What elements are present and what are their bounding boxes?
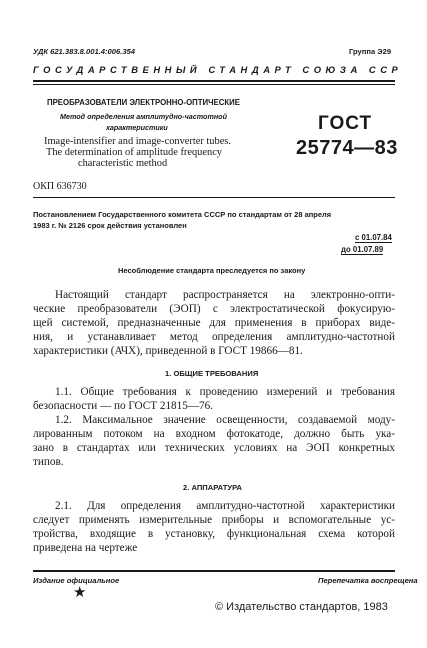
intro-paragraph xyxy=(33,288,395,358)
udk-code: УДК 621.383.8.001.4:006.354 xyxy=(33,47,135,56)
publisher-copyright: © Издательство стандартов, 1983 xyxy=(215,601,388,613)
section-1-heading: 1. ОБЩИЕ ТРЕБОВАНИЯ xyxy=(165,369,259,378)
footer-rule xyxy=(33,570,395,572)
classification-group: Группа Э29 xyxy=(349,47,392,56)
decree-line2: 1983 г. № 2126 срок действия установлен xyxy=(33,221,187,230)
validity-from: с 01.07.84 xyxy=(355,233,392,242)
official-edition: Издание официальное xyxy=(33,576,120,585)
reprint-prohibited: Перепечатка воспрещена xyxy=(318,576,418,585)
section-1-clause-1 xyxy=(33,385,395,413)
okp-rule xyxy=(33,197,395,198)
english-title-line1: Image-intensifier and image-converter tubes. xyxy=(44,136,231,147)
gost-label: ГОСТ xyxy=(318,113,373,134)
section-1-clause-2 xyxy=(33,413,395,469)
clause-line: лированным потоком на входном фотокатоде, должно быть ука- xyxy=(33,428,395,440)
title-subtitle-line1: Метод определения амплитудно-частотной xyxy=(60,112,227,121)
clause-line: 2.1. Для определения амплитудно-частотной характеристики xyxy=(55,500,395,512)
intro-line: Настоящий стандарт распространяется на электронно-опти- xyxy=(55,289,395,301)
clause-line: следует применять измерительные приборы и вспомогательные ус- xyxy=(33,514,395,526)
gost-number: 25774—83 xyxy=(296,137,398,159)
clause-line: зано в стандартах или технических условиях на ЭОП конкретных xyxy=(33,442,395,454)
banner-rule-thick xyxy=(33,80,395,82)
okp-code: ОКП 636730 xyxy=(33,181,87,192)
banner-title: ГОСУДАРСТВЕННЫЙ СТАНДАРТ СОЮЗА ССР xyxy=(33,64,403,75)
document-title: ПРЕОБРАЗОВАТЕЛИ ЭЛЕКТРОННО-ОПТИЧЕСКИЕ xyxy=(47,98,240,107)
title-subtitle-line2: характеристики xyxy=(106,123,168,132)
banner-rule-thin xyxy=(33,84,395,85)
validity-to: до 01.07.89 xyxy=(341,245,384,254)
intro-line: характеристики (АЧХ), приведенной в ГОСТ 19866—81. xyxy=(33,345,303,357)
decree-line1: Постановлением Государственного комитета СССР по стандартам от 28 апреля xyxy=(33,210,332,219)
english-title-line3: characteristic method xyxy=(78,158,168,169)
english-title-line2: The determination of amplitude frequency xyxy=(46,147,222,158)
legal-notice: Несоблюдение стандарта преследуется по закону xyxy=(118,266,306,275)
clause-line: приведена на чертеже xyxy=(33,542,138,554)
intro-line: ческие преобразователи (ЭОП) с электростатической фокусирую- xyxy=(33,303,395,315)
intro-line: ния, и устанавливает метод определения амплитудно-частотной xyxy=(33,331,395,343)
intro-line: щей системой, предназначенные для применения в приборах виде- xyxy=(33,317,395,329)
section-2-clause-1 xyxy=(33,499,395,555)
clause-line: 1.2. Максимальное значение освещенности, создаваемой моду- xyxy=(55,414,395,426)
clause-line: типов. xyxy=(33,456,64,468)
clause-line: тройства, входящие в установку, функциональная схема которой xyxy=(33,528,395,540)
star-icon: ★ xyxy=(73,584,87,601)
clause-line: 1.1. Общие требования к проведению измерений и требования xyxy=(55,386,395,398)
section-2-heading: 2. АППАРАТУРА xyxy=(183,483,242,492)
clause-line: безопасности — по ГОСТ 21815—76. xyxy=(33,400,214,412)
